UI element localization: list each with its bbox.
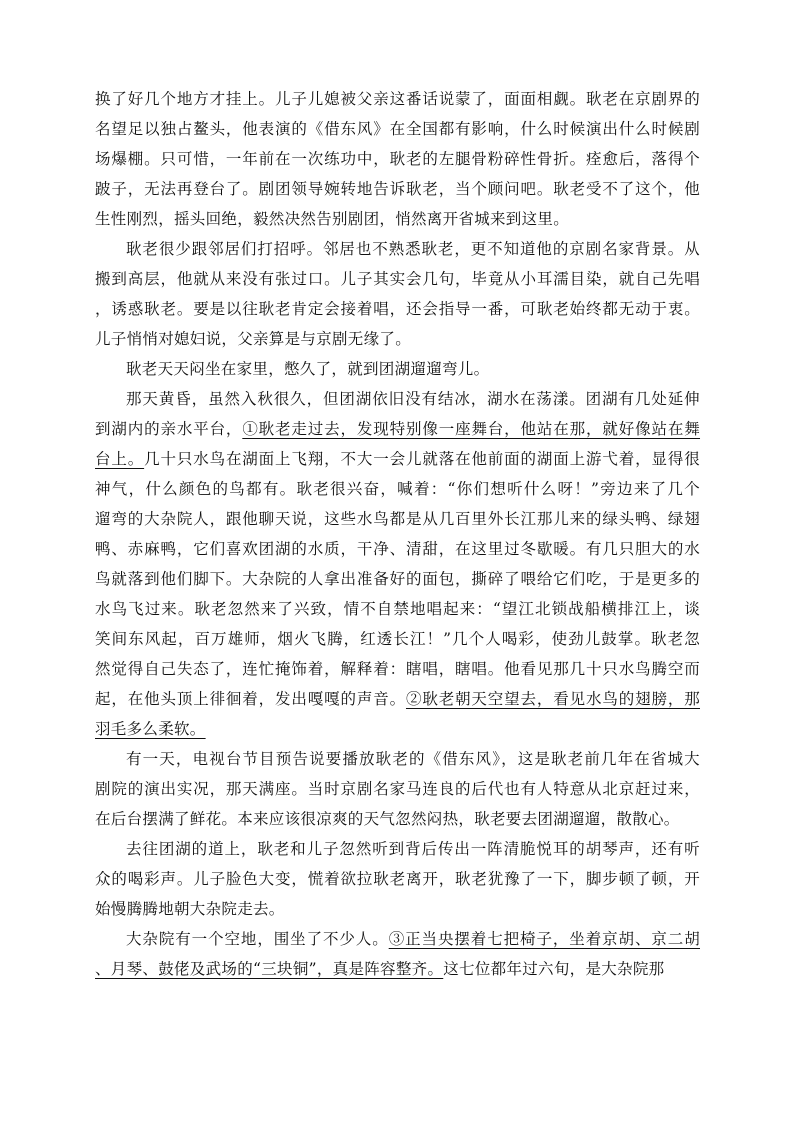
text-segment: 那天黄昏，虽然入秋很久，但团湖依旧没有结冰，湖水在荡漾。团湖有几处延伸 (126, 390, 700, 408)
text-segment: ，诱惑耿老。要是以往耿老肯定会接着唱，还会指导一番，可耿老始终都无动于衷。 (95, 300, 700, 318)
underlined-sentence: 台上。 (95, 450, 145, 468)
text-segment: 生性刚烈，摇头回绝，毅然决然告别剧团，悄然离开省城来到这里。 (95, 210, 570, 228)
text-line (95, 564, 700, 594)
text-segment: 鸭、赤麻鸭，它们喜欢团湖的水质，干净、清甜，在这里过冬歇暖。有几只胆大的水 (95, 540, 700, 558)
text-segment: 几十只水鸟在湖面上飞翔，不大一会儿就落在他前面的湖面上游弋着，显得很 (144, 450, 701, 468)
text-segment: 在后台摆满了鲜花。本来应该很凉爽的天气忽然闷热，耿老要去团湖遛遛，散散心。 (95, 810, 680, 828)
text-segment: 去往团湖的道上，耿老和儿子忽然听到背后传出一阵清脆悦耳的胡琴声，还有听 (126, 840, 700, 858)
text-segment: 众的喝彩声。儿子脸色大变，慌着欲拉耿老离开，耿老犹豫了一下，脚步顿了顿，开 (95, 870, 700, 888)
underlined-sentence: ②耿老朝天空望去，看见水鸟的翅膀，那 (405, 690, 700, 708)
text-line (95, 534, 700, 564)
text-line (95, 84, 700, 114)
text-line (95, 294, 700, 324)
text-segment: 名望足以独占鳌头，他表演的《借东风》在全国都有影响，什么时候演出什么时候剧 (95, 120, 700, 138)
text-line (95, 744, 700, 774)
underlined-sentence: 羽毛多么柔软。 (95, 720, 206, 738)
underlined-sentence: ①耿老走过去，发现特别像一座舞台，他站在那，就好像站在舞 (242, 420, 701, 438)
paragraph (95, 744, 700, 834)
text-line (95, 414, 700, 444)
text-segment: 换了好几个地方才挂上。儿子儿媳被父亲这番话说蒙了，面面相觑。耿老在京剧界的 (95, 90, 700, 108)
text-line (95, 114, 700, 144)
text-line (95, 264, 700, 294)
text-line (95, 924, 700, 954)
text-line (95, 774, 700, 804)
text-line (95, 234, 700, 264)
text-segment: 搬到高层，他就从来没有张过口。儿子其实会几句，毕竟从小耳濡目染，就自己先唱 (95, 270, 700, 288)
text-segment: 起，在他头顶上徘徊着，发出嘎嘎的声音。 (95, 690, 406, 708)
text-segment: 鸟就落到他们脚下。大杂院的人拿出准备好的面包，撕碎了喂给它们吃，于是更多的 (95, 570, 700, 588)
text-line (95, 954, 700, 984)
text-segment: 场爆棚。只可惜，一年前在一次练功中，耿老的左腿骨粉碎性骨折。痊愈后，落得个 (95, 150, 700, 168)
paragraph (95, 354, 700, 384)
text-line (95, 864, 700, 894)
text-segment: 大杂院有一个空地，围坐了不少人。 (126, 930, 389, 948)
text-line (95, 894, 700, 924)
text-segment: 遛弯的大杂院人，跟他聊天说，这些水鸟都是从几百里外长江那儿来的绿头鸭、绿翅 (95, 510, 700, 528)
text-line (95, 354, 700, 384)
text-segment: 然觉得自己失态了，连忙掩饰着，解释着：瞎唱，瞎唱。他看见那几十只水鸟腾空而 (95, 660, 700, 678)
underlined-sentence: ③正当央摆着七把椅子，坐着京胡、京二胡 (388, 930, 700, 948)
text-segment: 笑间东风起，百万雄师，烟火飞腾，红透长江！”几个人喝彩，使劲儿鼓掌。耿老忽 (95, 630, 700, 648)
text-line (95, 504, 700, 534)
text-line (95, 654, 700, 684)
text-segment: 水鸟飞过来。耿老忽然来了兴致，情不自禁地唱起来：“望江北锁战船横排江上，谈 (95, 600, 700, 618)
text-segment: 剧院的演出实况，那天满座。当时京剧名家马连良的后代也有人特意从北京赶过来， (95, 780, 700, 798)
text-segment: 有一天，电视台节目预告说要播放耿老的《借东风》，这是耿老前几年在省城大 (126, 750, 700, 768)
text-segment: 始慢腾腾地朝大杂院走去。 (95, 900, 285, 918)
text-segment: 耿老天天闷坐在家里，憋久了，就到团湖遛遛弯儿。 (126, 360, 490, 378)
text-line (95, 804, 700, 834)
text-line (95, 444, 700, 474)
paragraph (95, 924, 700, 984)
paragraph (95, 234, 700, 354)
text-segment: 神气，什么颜色的鸟都有。耿老很兴奋，喊着：“你们想听什么呀！”旁边来了几个 (95, 480, 700, 498)
text-segment: 耿老很少跟邻居们打招呼。邻居也不熟悉耿老，更不知道他的京剧名家背景。从 (126, 240, 700, 258)
text-line (95, 834, 700, 864)
text-line (95, 144, 700, 174)
text-line (95, 594, 700, 624)
paragraph (95, 834, 700, 924)
paragraph (95, 384, 700, 744)
text-line (95, 474, 700, 504)
underlined-sentence: 、月琴、鼓佬及武场的“三块铜”，真是阵容整齐。 (95, 960, 444, 978)
text-segment: 儿子悄悄对媳妇说，父亲算是与京剧无缘了。 (95, 330, 412, 348)
text-segment: 跛子，无法再登台了。剧团领导婉转地告诉耿老，当个顾问吧。耿老受不了这个，他 (95, 180, 700, 198)
text-line (95, 624, 700, 654)
text-line (95, 384, 700, 414)
text-line (95, 174, 700, 204)
text-line (95, 324, 700, 354)
text-line (95, 204, 700, 234)
text-segment: 到湖内的亲水平台， (95, 420, 243, 438)
text-segment: 这七位都年过六旬，是大杂院那 (443, 960, 665, 978)
paragraph (95, 84, 700, 234)
text-line (95, 714, 700, 744)
text-line (95, 684, 700, 714)
document-page (95, 84, 700, 984)
